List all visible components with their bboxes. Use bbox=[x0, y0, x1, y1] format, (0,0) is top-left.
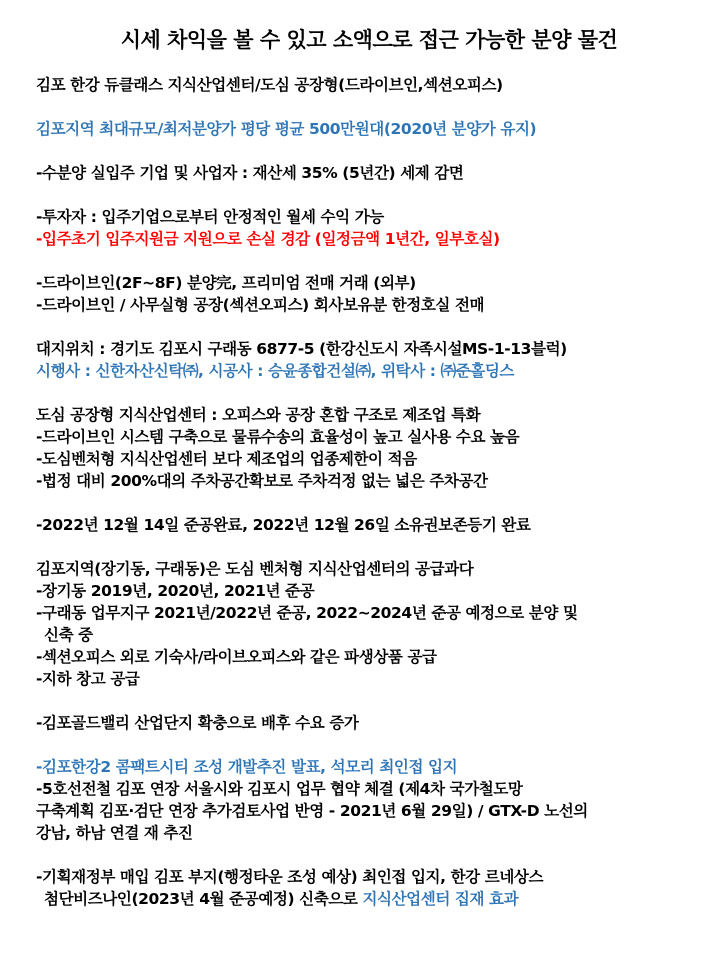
drive-in-system-line: -드라이브인 시스템 구축으로 물류수송의 효율성이 높고 실사용 수요 높음 bbox=[36, 428, 520, 446]
support-fund-line: -입주초기 입주지원금 지원으로 손실 경감 (일정금액 1년간, 일부호실) bbox=[36, 230, 500, 248]
site-location-line: 대지위치 : 경기도 김포시 구래동 6877-5 (한강신도시 자족시설MS-1-13블럭) bbox=[36, 340, 567, 358]
subway-line: -5호선전철 김포 연장 서울시와 김포시 업무 협약 체결 (제4차 국가철도망 bbox=[36, 780, 523, 798]
compact-city-line: -김포한강2 콤팩트시티 조성 개발추진 발표, 석모리 최인접 입지 bbox=[36, 758, 458, 776]
ministry-land-line-cont bbox=[36, 888, 702, 910]
gurae-line: -구래동 업무지구 2021년/2022년 준공, 2022~2024년 준공 예정으로 분양 및 bbox=[36, 604, 578, 622]
factory-type-line: 도심 공장형 지식산업센터 : 오피스와 공장 혼합 구조로 제조업 특화 bbox=[36, 406, 481, 424]
cluster-effect-text: 지식산업센터 집재 효과 bbox=[362, 890, 519, 908]
supply-heading-line: 김포지역(장기동, 구래동)은 도심 벤처형 지식산업센터의 공급과다 bbox=[36, 560, 474, 578]
page-title: 시세 차익을 볼 수 있고 소액으로 접근 가능한 분양 물건 bbox=[120, 28, 618, 52]
warehouse-line: -지하 창고 공급 bbox=[36, 670, 140, 688]
industry-restriction-line: -도심벤처형 지식산업센터 보다 제조업의 업종제한이 적음 bbox=[36, 450, 417, 468]
heading-project-name: 김포 한강 듀클래스 지식산업센터/도심 공장형(드라이브인,섹션오피스) bbox=[36, 76, 503, 94]
ministry-land-line: -기획재정부 매입 김포 부지(행정타운 조성 예상) 최인접 입지, 한강 르네상스 bbox=[36, 868, 544, 886]
highlight-price: 김포지역 최대규모/최저분양가 평당 평균 500만원대(2020년 분양가 유지) bbox=[36, 120, 537, 138]
parking-line: -법정 대비 200%대의 주차공간확보로 주차걱정 없는 넓은 주차공간 bbox=[36, 472, 488, 490]
ministry-land-text: 첨단비즈나인(2023년 4월 준공예정) 신축으로 bbox=[44, 890, 363, 908]
drive-in-sold-line: -드라이브인(2F~8F) 분양完, 프리미엄 전매 거래 (외부) bbox=[36, 274, 416, 292]
developer-line: 시행사 : 신한자산신탁㈜, 시공사 : 승윤종합건설㈜, 위탁사 : ㈜준홀딩스 bbox=[36, 362, 514, 380]
subway-line-cont-2: 강남, 하남 연결 재 추진 bbox=[36, 824, 193, 842]
investor-line: -투자자 : 입주기업으로부터 안정적인 월세 수익 가능 bbox=[36, 208, 384, 226]
gurae-line-cont: 신축 중 bbox=[44, 626, 93, 644]
gold-valley-line: -김포골드밸리 산업단지 확충으로 배후 수요 증가 bbox=[36, 714, 359, 732]
resale-line: -드라이브인 / 사무실형 공장(섹션오피스) 회사보유분 한정호실 전매 bbox=[36, 296, 485, 314]
completion-line: -2022년 12월 14일 준공완료, 2022년 12월 26일 소유권보존등기 완료 bbox=[36, 516, 531, 534]
janggi-line: -장기동 2019년, 2020년, 2021년 준공 bbox=[36, 582, 315, 600]
subway-line-cont-1: 구축계획 김포·검단 연장 추가검토사업 반영 - 2021년 6월 29일) / GTX-D 노선의 bbox=[36, 802, 588, 820]
derivative-products-line: -섹션오피스 외로 기숙사/라이브오피스와 같은 파생상품 공급 bbox=[36, 648, 437, 666]
tax-benefit-line: -수분양 실입주 기업 및 사업자 : 재산세 35% (5년간) 세제 감면 bbox=[36, 164, 464, 182]
